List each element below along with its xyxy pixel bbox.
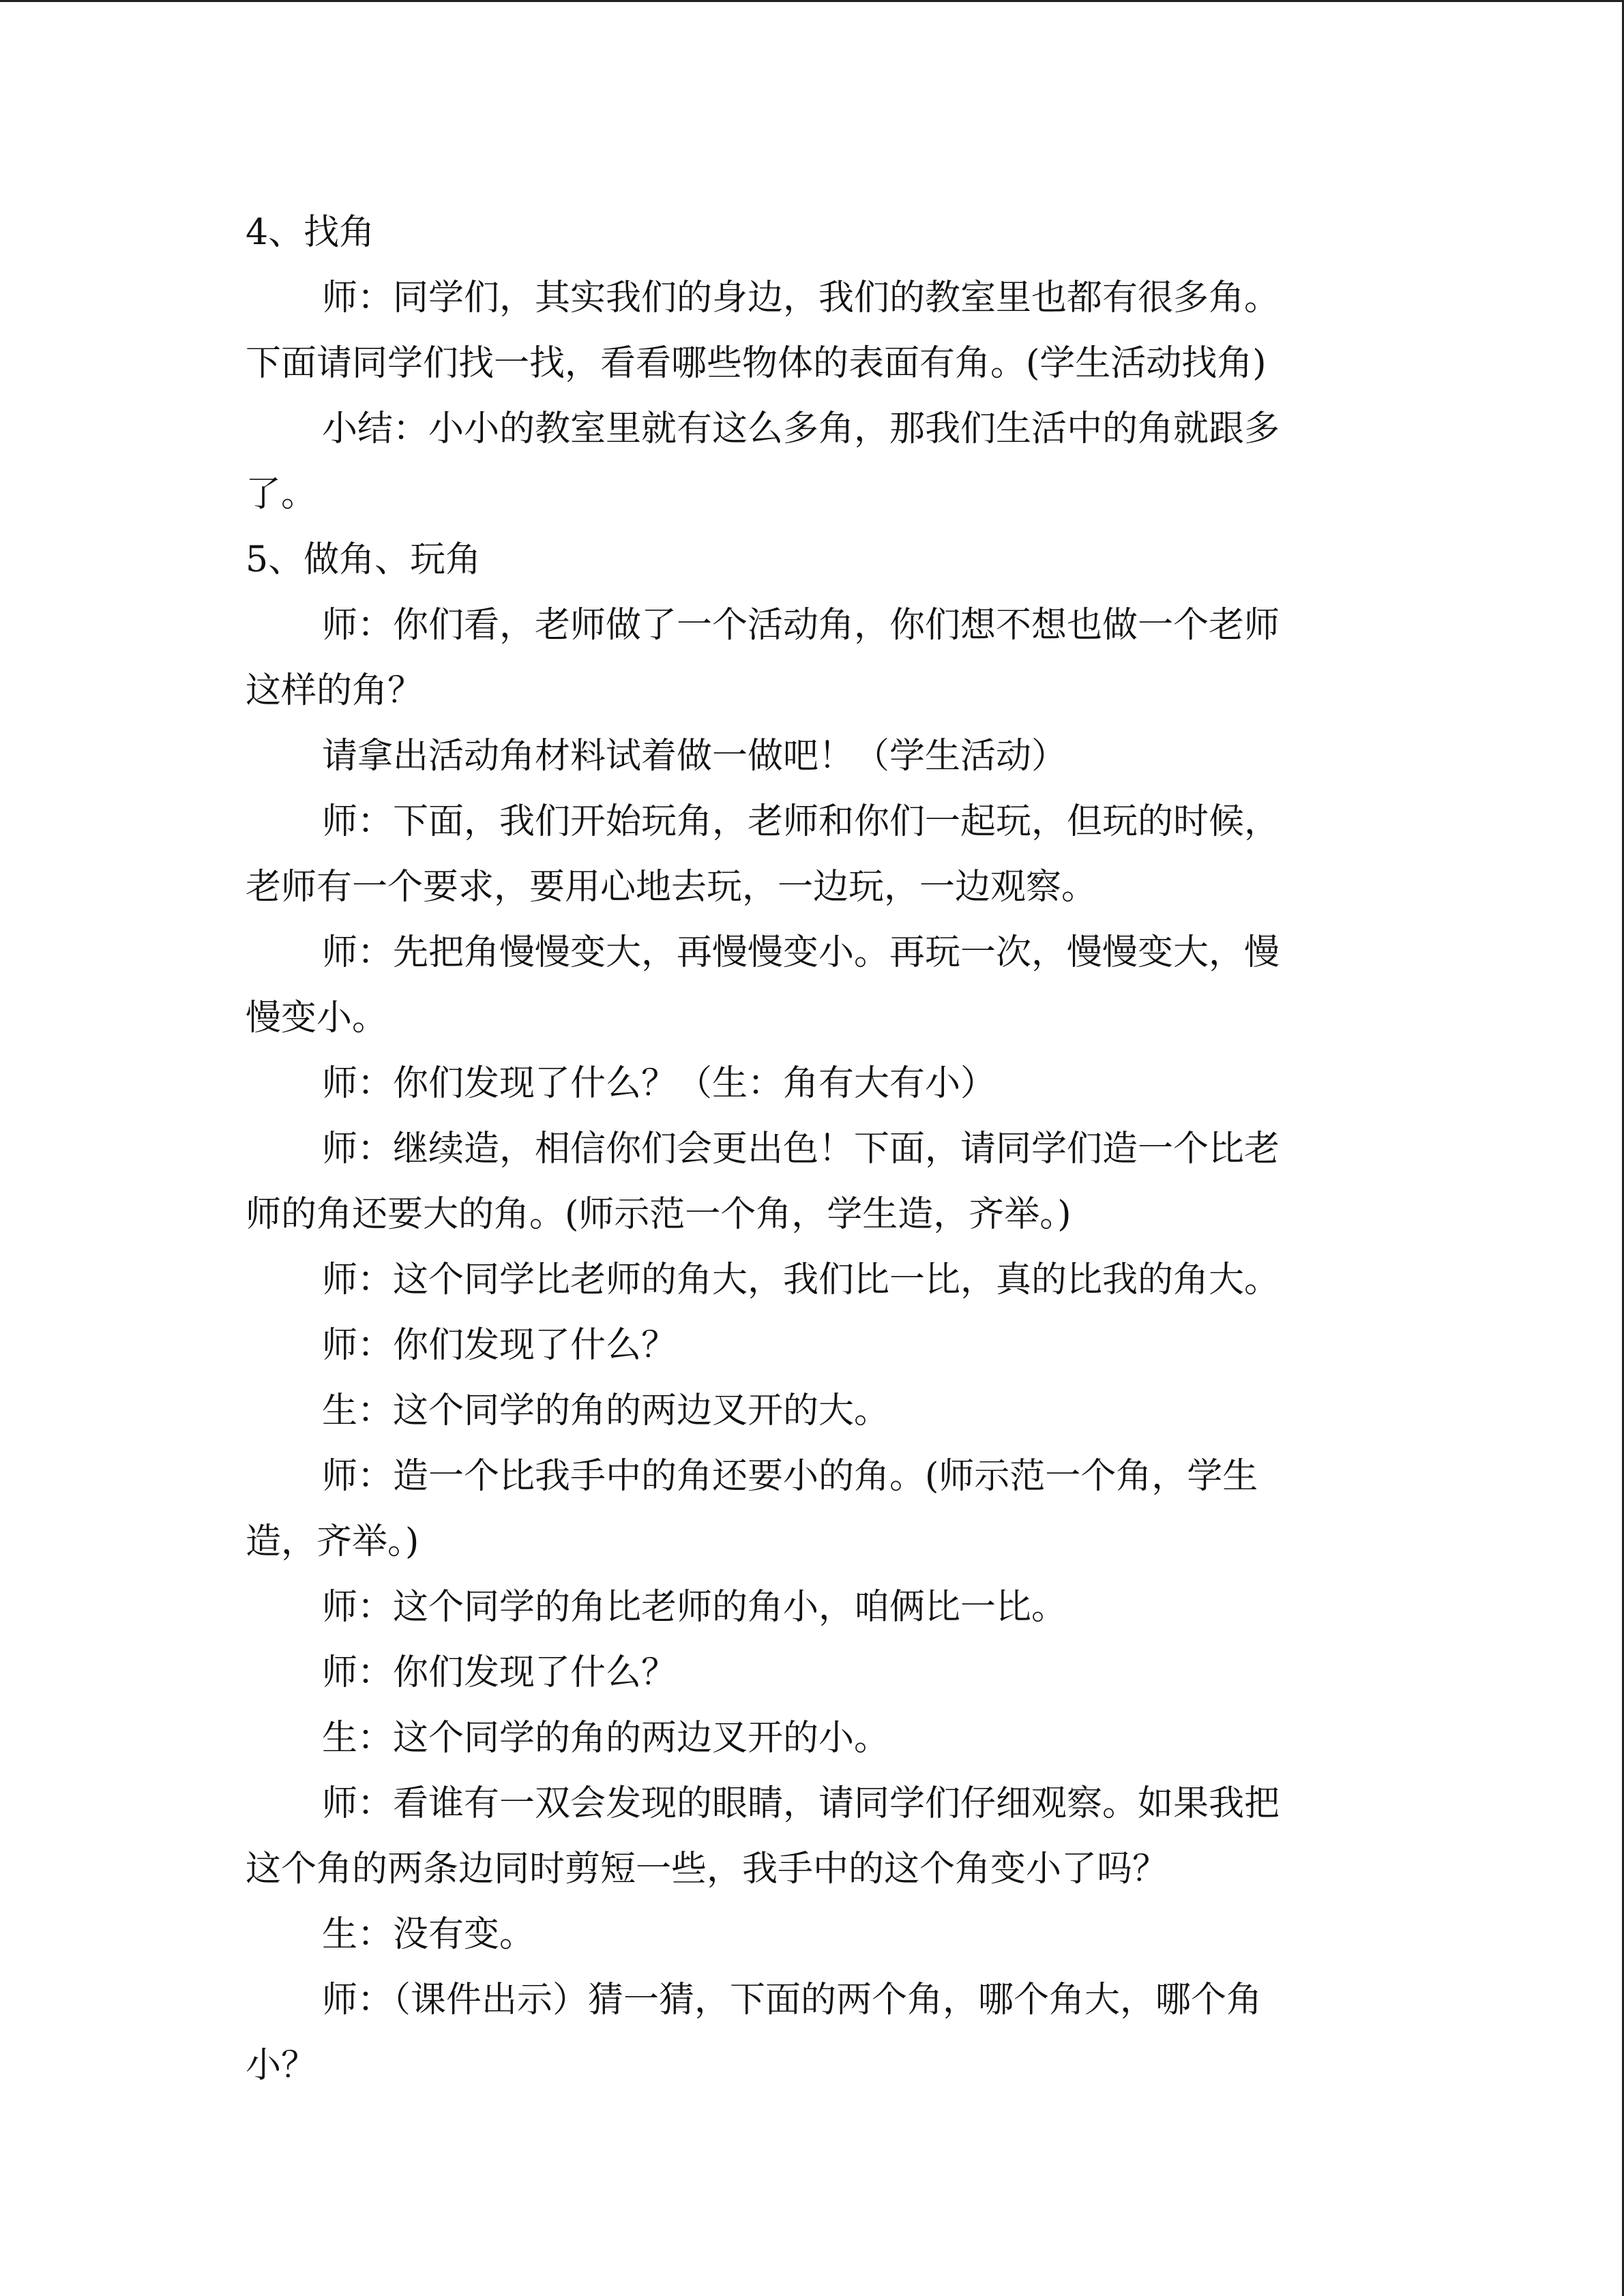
- text-line: 师：先把角慢慢变大，再慢慢变小。再玩一次，慢慢变大，慢: [322, 932, 1280, 973]
- text-line: 老师有一个要求，要用心地去玩，一边玩，一边观察。: [246, 867, 1097, 908]
- text-line: 师的角还要大的角。(师示范一个角，学生造，齐举。): [246, 1194, 1072, 1235]
- text-line: 了。: [246, 474, 317, 515]
- text-line: 5、做角、玩角: [246, 539, 482, 580]
- text-line: 造，齐举。): [246, 1521, 419, 1562]
- text-line: 慢变小。: [246, 998, 388, 1039]
- text-line: 师：（课件出示）猜一猜，下面的两个角，哪个角大，哪个角: [322, 1980, 1263, 2021]
- text-line: 师：下面，我们开始玩角，老师和你们一起玩，但玩的时候，: [322, 801, 1280, 842]
- text-line: 生：这个同学的角的两边叉开的小。: [322, 1718, 890, 1759]
- text-line: 师：这个同学比老师的角大，我们比一比，真的比我的角大。: [322, 1259, 1280, 1300]
- text-line: 下面请同学们找一找，看看哪些物体的表面有角。(学生活动找角): [246, 343, 1267, 384]
- text-line: 师：你们发现了什么？（生：角有大有小）: [322, 1063, 996, 1104]
- text-line: 小？: [246, 2045, 317, 2086]
- text-line: 这个角的两条边同时剪短一些，我手中的这个角变小了吗？: [246, 1849, 1168, 1890]
- text-line: 师：造一个比我手中的角还要小的角。(师示范一个角，学生: [322, 1456, 1258, 1497]
- text-line: 师：你们看，老师做了一个活动角，你们想不想也做一个老师: [322, 605, 1280, 646]
- text-line: 师：继续造，相信你们会更出色！下面，请同学们造一个比老: [322, 1129, 1280, 1169]
- text-line: 这样的角？: [246, 670, 424, 711]
- text-line: 4、找角: [246, 212, 375, 253]
- text-line: 师：这个同学的角比老师的角小，咱俩比一比。: [322, 1587, 1067, 1628]
- text-line: 生：这个同学的角的两边叉开的大。: [322, 1390, 890, 1431]
- text-line: 小结：小小的教室里就有这么多角，那我们生活中的角就跟多: [322, 408, 1280, 449]
- text-line: 请拿出活动角材料试着做一做吧！（学生活动）: [322, 736, 1067, 777]
- document-body: [246, 200, 1364, 2098]
- text-line: 师：同学们，其实我们的身边，我们的教室里也都有很多角。: [322, 278, 1280, 318]
- text-line: 师：你们发现了什么？: [322, 1325, 677, 1366]
- text-line: 师：你们发现了什么？: [322, 1652, 677, 1693]
- text-line: 师：看谁有一双会发现的眼睛，请同学们仔细观察。如果我把: [322, 1783, 1280, 1824]
- text-line: 生：没有变。: [322, 1914, 535, 1955]
